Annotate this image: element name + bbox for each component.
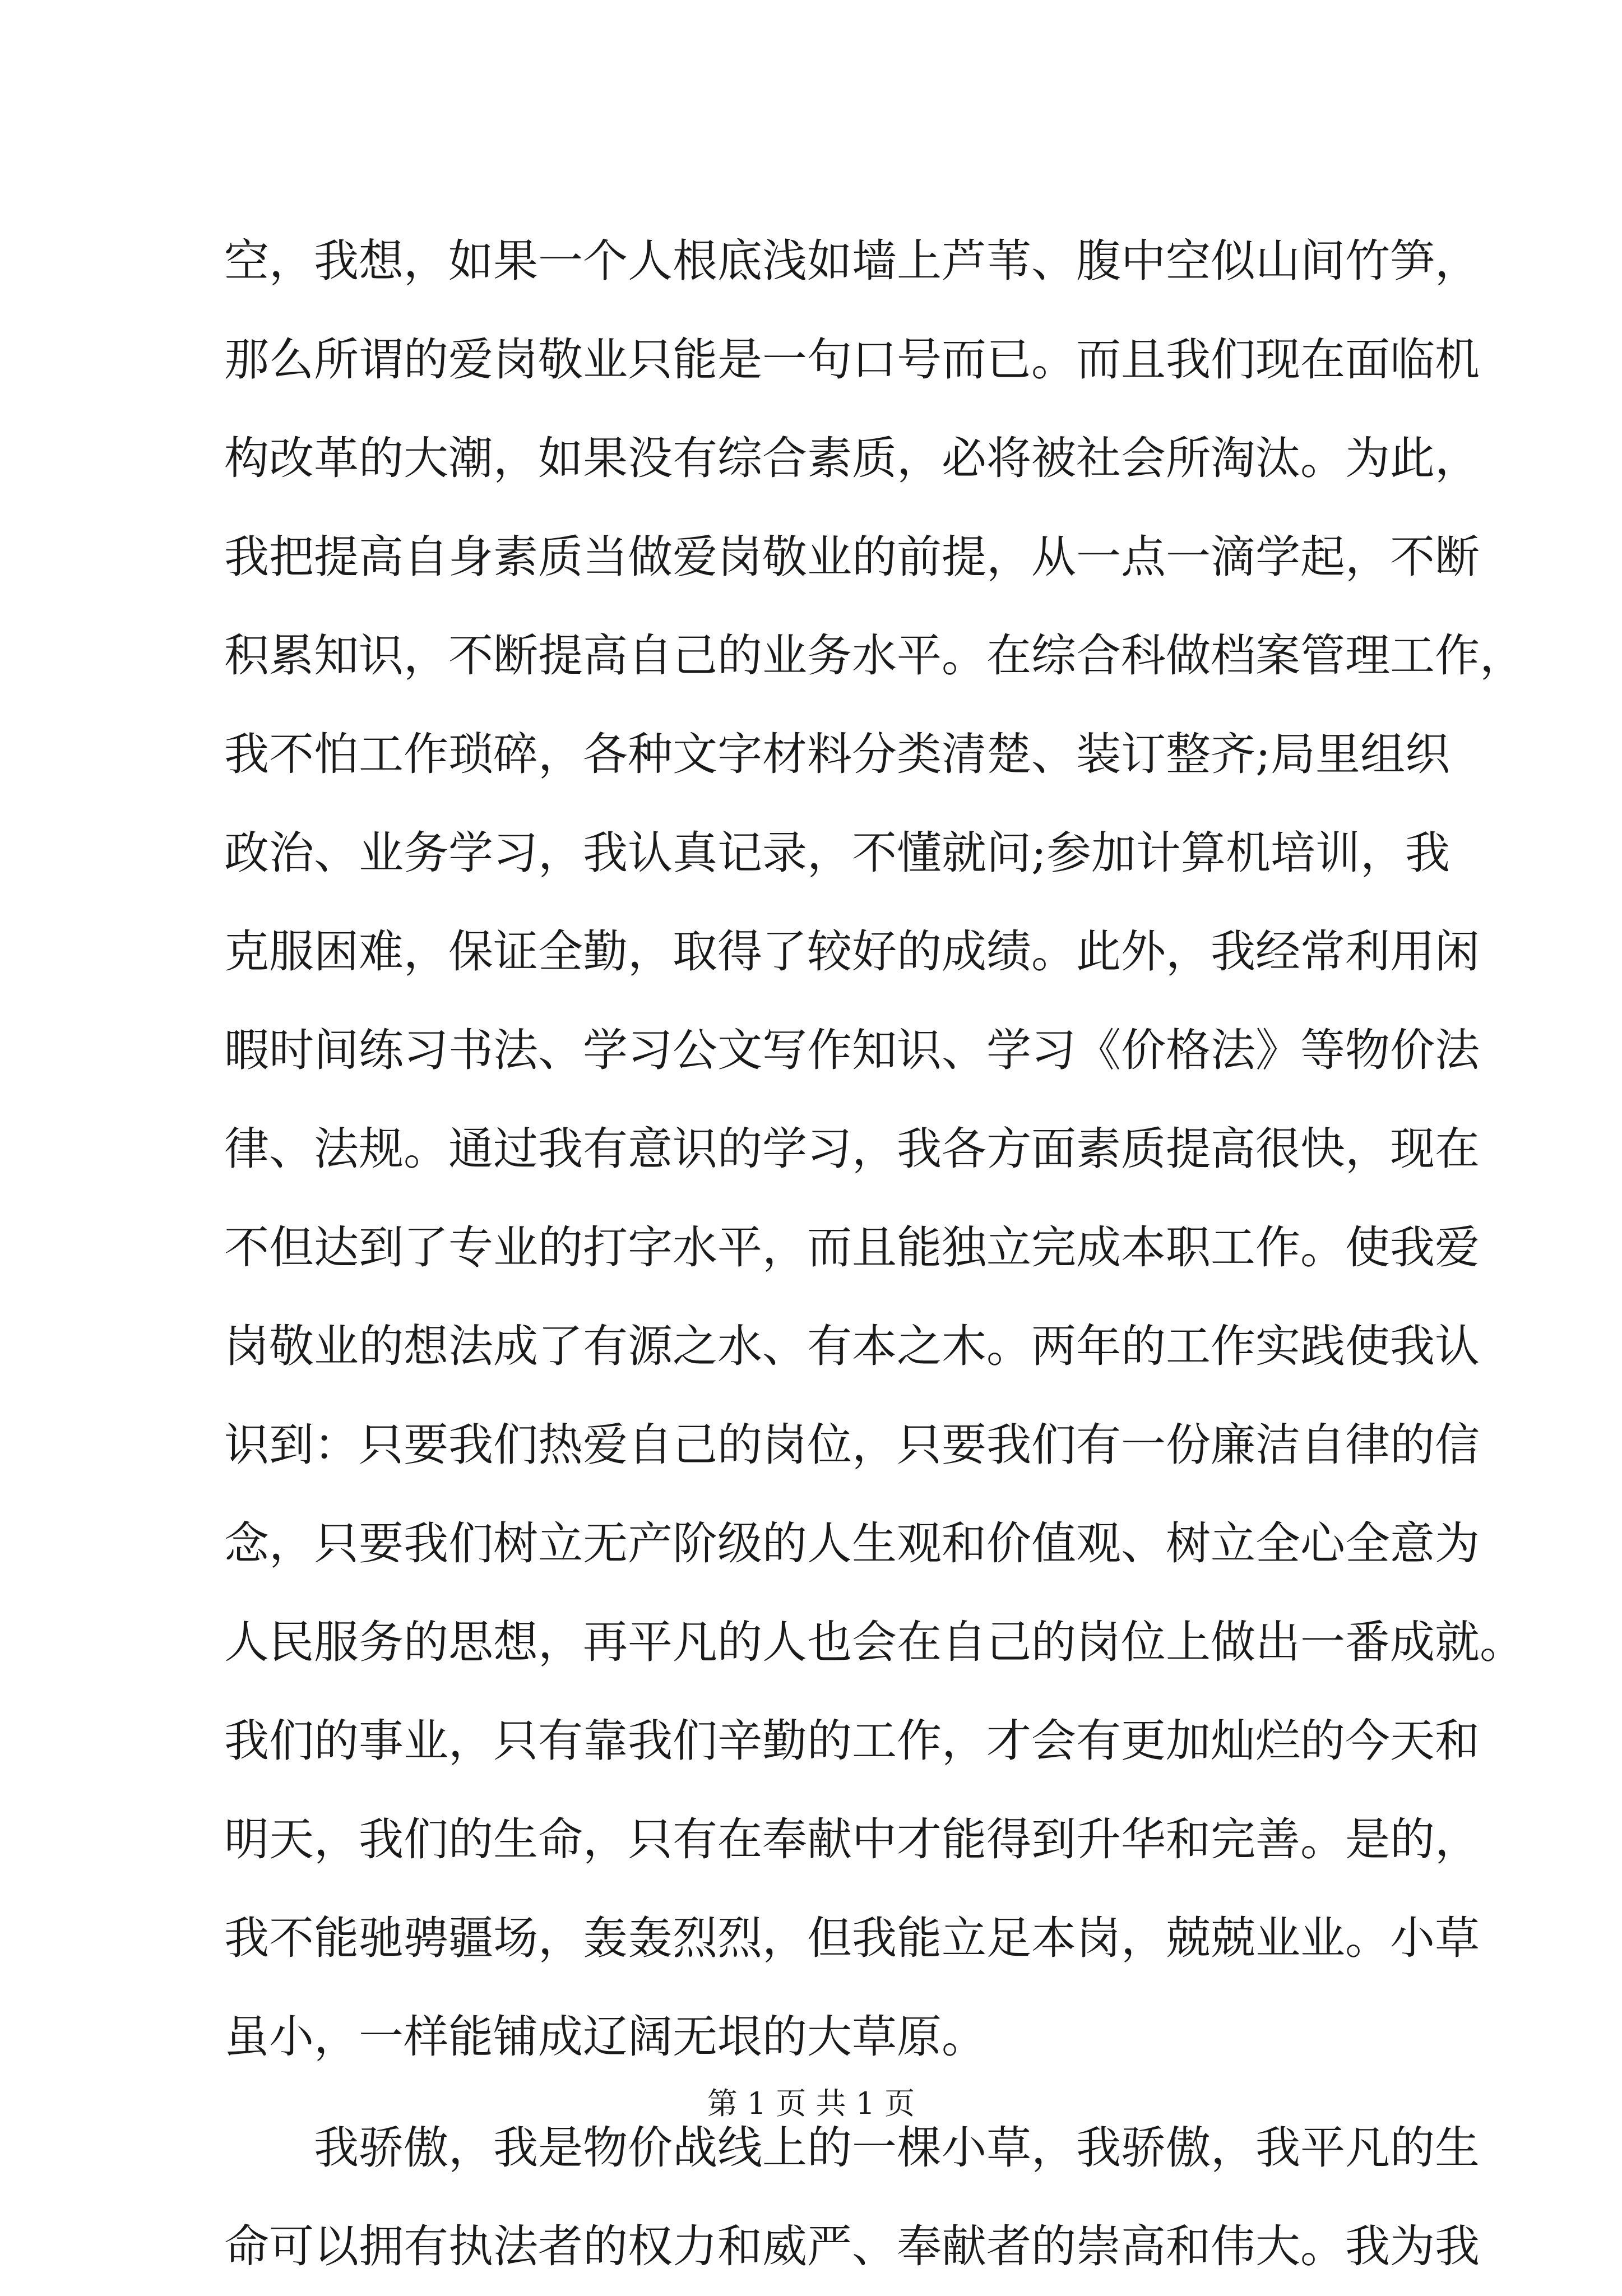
text-line: 积累知识，不断提高自己的业务水平。在综合科做档案管理工作， <box>224 629 1524 682</box>
text-line: 命可以拥有执法者的权力和威严、奉献者的崇高和伟大。我为我 <box>224 2220 1480 2272</box>
page-number-label: 第 1 页 共 1 页 <box>707 2086 915 2121</box>
text-line: 识到：只要我们热爱自己的岗位，只要我们有一份廉洁自律的信 <box>224 1419 1480 1471</box>
text-line: 克服困难，保证全勤，取得了较好的成绩。此外，我经常利用闲 <box>224 925 1480 978</box>
text-line: 我不能驰骋疆场，轰轰烈烈，但我能立足本岗，兢兢业业。小草 <box>224 1912 1480 1964</box>
text-line: 虽小，一样能铺成辽阔无垠的大草原。 <box>224 2011 986 2063</box>
paragraph-1 <box>224 212 1524 2086</box>
text-line: 我们的事业，只有靠我们辛勤的工作，才会有更加灿烂的今天和 <box>224 1715 1480 1767</box>
text-line: 明天，我们的生命，只有在奉献中才能得到升华和完善。是的， <box>224 1813 1480 1866</box>
text-line: 我把提高自身素质当做爱岗敬业的前提，从一点一滴学起，不断 <box>224 531 1480 583</box>
paragraph-2 <box>224 2099 1480 2296</box>
text-line: 空，我想，如果一个人根底浅如墙上芦苇、腹中空似山间竹笋， <box>224 235 1480 287</box>
text-line: 人民服务的思想，再平凡的人也会在自己的岗位上做出一番成就。 <box>224 1616 1524 1668</box>
text-line: 律、法规。通过我有意识的学习，我各方面素质提高很快，现在 <box>224 1123 1480 1175</box>
text-line: 不但达到了专业的打字水平，而且能独立完成本职工作。使我爱 <box>224 1221 1480 1274</box>
text-line: 那么所谓的爱岗敬业只能是一句口号而已。而且我们现在面临机 <box>224 334 1480 386</box>
text-line: 岗敬业的想法成了有源之水、有本之木。两年的工作实践使我认 <box>224 1320 1480 1372</box>
body-text <box>224 212 1524 2296</box>
text-line: 我不怕工作琐碎，各种文字材料分类清楚、装订整齐;局里组织 <box>224 728 1450 780</box>
text-line: 暇时间练习书法、学习公文写作知识、学习《价格法》等物价法 <box>224 1024 1480 1076</box>
text-line: 念，只要我们树立无产阶级的人生观和价值观、树立全心全意为 <box>224 1517 1480 1570</box>
text-line: 政治、业务学习，我认真记录，不懂就问;参加计算机培训，我 <box>224 827 1450 879</box>
text-line: 我骄傲，我是物价战线上的一棵小草，我骄傲，我平凡的生 <box>224 2122 1480 2174</box>
page-footer <box>0 2084 1622 2123</box>
text-line: 构改革的大潮，如果没有综合素质，必将被社会所淘汰。为此， <box>224 432 1480 484</box>
